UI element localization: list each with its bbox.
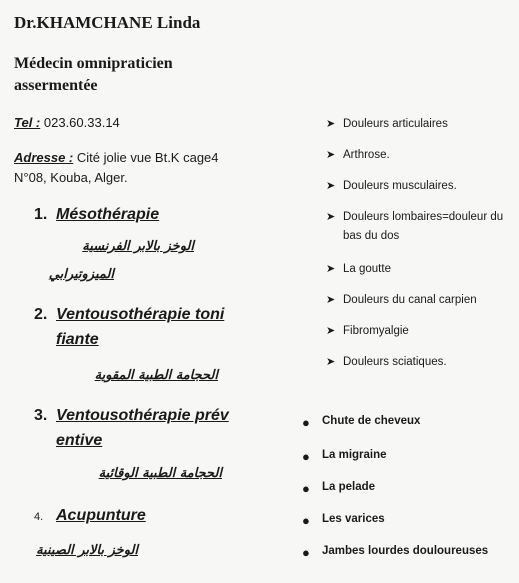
arrow-bullet-icon: ➤ [326, 325, 336, 337]
dot-bullet-icon: ● [302, 481, 310, 496]
condition-item: ➤ Douleurs sciatiques. [326, 353, 513, 372]
treatment-4 [34, 507, 146, 525]
phone-label: Tel : [14, 115, 41, 130]
address-label: Adresse : [14, 150, 74, 165]
address-line1: Cité jolie vue Bt.K cage4 [76, 150, 219, 165]
address-line2: N°08, Kouba, Alger. [14, 170, 128, 185]
treatment-3-name-line1: Ventousothérapie prév [56, 407, 229, 424]
dot-bullet-icon: ● [302, 449, 310, 464]
other-condition-item: ● La migraine [302, 449, 387, 464]
doctor-title-line1: Médecin omnipraticien [14, 55, 173, 72]
treatment-2-name-line1: Ventousothérapie toni [56, 306, 225, 323]
doctor-title [14, 53, 173, 97]
arrow-bullet-icon: ➤ [326, 149, 336, 161]
phone-value: 023.60.33.14 [43, 115, 120, 130]
condition-item: ➤ Arthrose. [326, 146, 513, 165]
treatment-2-arabic: الحجامة الطبية المقوية [94, 368, 218, 383]
arrow-bullet-icon: ➤ [326, 211, 336, 223]
arrow-bullet-icon: ➤ [326, 180, 336, 192]
treatment-2-name-line2: fiante [56, 331, 99, 348]
condition-item: ➤ La goutte [326, 260, 513, 279]
dot-bullet-icon: ● [302, 513, 310, 528]
doctor-title-line2: assermentée [14, 77, 98, 94]
treatment-1-arabic-line2: الميزوتيرابي [48, 267, 114, 282]
other-condition-item: ● Les varices [302, 513, 385, 528]
treatment-3-arabic: الحجامة الطبية الوقائية [98, 466, 222, 481]
treatment-1-number: 1. [34, 206, 48, 223]
arrow-bullet-icon: ➤ [326, 118, 336, 130]
phone-line [14, 115, 120, 130]
doctor-name: Dr.KHAMCHANE Linda [14, 13, 201, 32]
dot-bullet-icon: ● [302, 415, 310, 430]
treatment-4-number: 4. [34, 511, 44, 523]
treatment-3-name-line2: entive [56, 432, 103, 449]
other-condition-item: ● La pelade [302, 481, 376, 496]
treatment-1-arabic-line1: الوخز بالابر الفرنسية [82, 239, 194, 254]
treatment-4-name: Acupunture [56, 507, 146, 524]
treatment-4-arabic: الوخز بالابر الصينية [36, 543, 138, 558]
treatment-1-name: Mésothérapie [56, 206, 160, 223]
treatment-3 [34, 407, 229, 425]
address-block [14, 148, 269, 188]
treatment-2-number: 2. [34, 306, 48, 323]
arrow-bullet-icon: ➤ [326, 263, 336, 275]
arrow-bullet-icon: ➤ [326, 294, 336, 306]
treatment-1 [34, 206, 159, 224]
condition-item: ➤ Douleurs du canal carpien [326, 291, 513, 310]
other-condition-item: ● Jambes lourdes douloureuses [302, 545, 489, 560]
treatment-2 [34, 306, 224, 324]
condition-item: ➤ Douleurs musculaires. [326, 177, 513, 196]
condition-item: ➤ Fibromyalgie [326, 322, 513, 341]
condition-item: ➤ Douleurs lombaires=douleur du bas du dos [326, 208, 513, 246]
condition-item: ➤ Douleurs articulaires [326, 115, 513, 134]
treatment-3-number: 3. [34, 407, 48, 424]
arrow-bullet-icon: ➤ [326, 356, 336, 368]
treatment-3-continued [56, 432, 102, 450]
other-condition-item: ● Chute de cheveux [302, 415, 421, 430]
dot-bullet-icon: ● [302, 545, 310, 560]
treatment-2-continued [56, 331, 99, 349]
